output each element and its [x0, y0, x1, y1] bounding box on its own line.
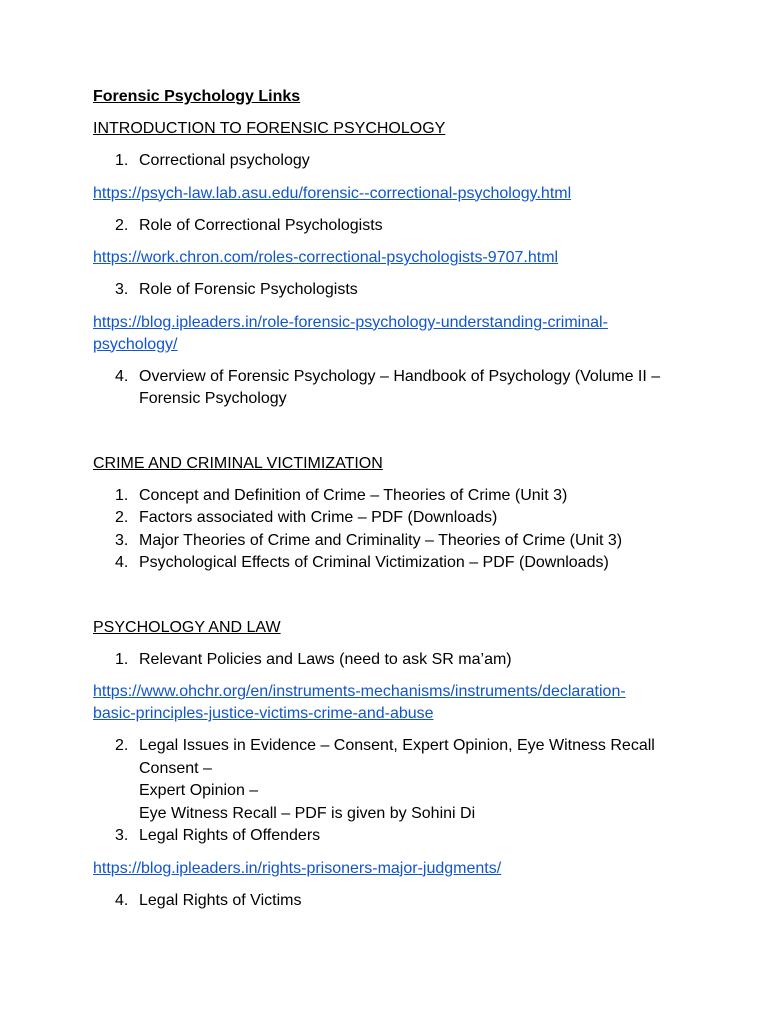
- list-number: 2.: [115, 216, 129, 234]
- list-item: [93, 530, 693, 553]
- hyperlink[interactable]: [93, 681, 693, 725]
- list-number: 1.: [115, 650, 129, 668]
- list-item-text: [139, 735, 693, 825]
- list-item: [93, 552, 693, 575]
- hyperlink[interactable]: https://blog.ipleaders.in/rights-prisoners-major-judgments/: [93, 859, 502, 877]
- list-item-text: Relevant Policies and Laws (need to ask SR ma’am): [139, 650, 512, 668]
- section-heading-intro: INTRODUCTION TO FORENSIC PSYCHOLOGY: [93, 120, 446, 137]
- list-number: 4.: [115, 367, 129, 385]
- list-item-text-line: Forensic Psychology: [139, 390, 287, 407]
- hyperlink-line: https://blog.ipleaders.in/role-forensic-psychology-understanding-criminal-: [93, 313, 608, 331]
- list-item-text: Factors associated with Crime – PDF (Downloads): [139, 509, 498, 526]
- section-heading-law: PSYCHOLOGY AND LAW: [93, 618, 281, 636]
- list-item: [93, 507, 693, 530]
- list-number: 1.: [115, 152, 129, 169]
- list-item-text-line: Legal Issues in Evidence – Consent, Expert Opinion, Eye Witness Recall: [139, 737, 655, 754]
- list-item-text-line: Eye Witness Recall – PDF is given by Sohini Di: [139, 804, 476, 822]
- list-number: 4.: [115, 891, 129, 909]
- hyperlink[interactable]: https://work.chron.com/roles-correctional-psychologists-9707.html: [93, 249, 559, 266]
- list-item: [93, 649, 693, 672]
- list-item: [93, 890, 693, 913]
- list-item: [93, 366, 693, 411]
- list-item: [93, 150, 693, 173]
- list-item-text-line: Expert Opinion –: [139, 782, 259, 799]
- hyperlink-line: psychology/: [93, 335, 178, 353]
- list-item: [93, 735, 693, 825]
- list-number: 1.: [115, 486, 129, 504]
- list-item-text: Legal Rights of Offenders: [139, 827, 321, 844]
- list-number: 2.: [115, 737, 129, 754]
- list-item-text: Role of Correctional Psychologists: [139, 216, 383, 234]
- list-item-text: Legal Rights of Victims: [139, 891, 302, 909]
- document-title: Forensic Psychology Links: [93, 88, 301, 105]
- list-number: 3.: [115, 531, 129, 549]
- list-number: 2.: [115, 509, 129, 526]
- hyperlink[interactable]: [93, 312, 693, 356]
- list-item-text: [139, 366, 693, 411]
- list-item: [93, 279, 693, 302]
- section-heading-crime: CRIME AND CRIMINAL VICTIMIZATION: [93, 454, 383, 472]
- list-number: 3.: [115, 281, 129, 298]
- list-item-text-line: Consent –: [139, 759, 212, 777]
- list-item-text: Major Theories of Crime and Criminality – Theories of Crime (Unit 3): [139, 531, 623, 549]
- hyperlink-line: https://www.ohchr.org/en/instruments-mechanisms/instruments/declaration-: [93, 683, 626, 700]
- list-item-text: Psychological Effects of Criminal Victimization – PDF (Downloads): [139, 554, 609, 571]
- document-page: [93, 86, 693, 912]
- list-item: [93, 485, 693, 508]
- blank-line: [93, 411, 693, 453]
- hyperlink-line: basic-principles-justice-victims-crime-and-abuse: [93, 705, 434, 722]
- list-item: [93, 215, 693, 238]
- blank-line: [93, 575, 693, 617]
- list-item-text: Concept and Definition of Crime – Theories of Crime (Unit 3): [139, 486, 568, 504]
- list-item: [93, 825, 693, 848]
- hyperlink[interactable]: https://psych-law.lab.asu.edu/forensic--correctional-psychology.html: [93, 184, 572, 202]
- list-number: 3.: [115, 827, 129, 844]
- list-item-text-line: Overview of Forensic Psychology – Handbook of Psychology (Volume II –: [139, 367, 661, 385]
- list-item-text: Role of Forensic Psychologists: [139, 281, 358, 298]
- list-item-text: Correctional psychology: [139, 152, 310, 169]
- list-number: 4.: [115, 554, 129, 571]
